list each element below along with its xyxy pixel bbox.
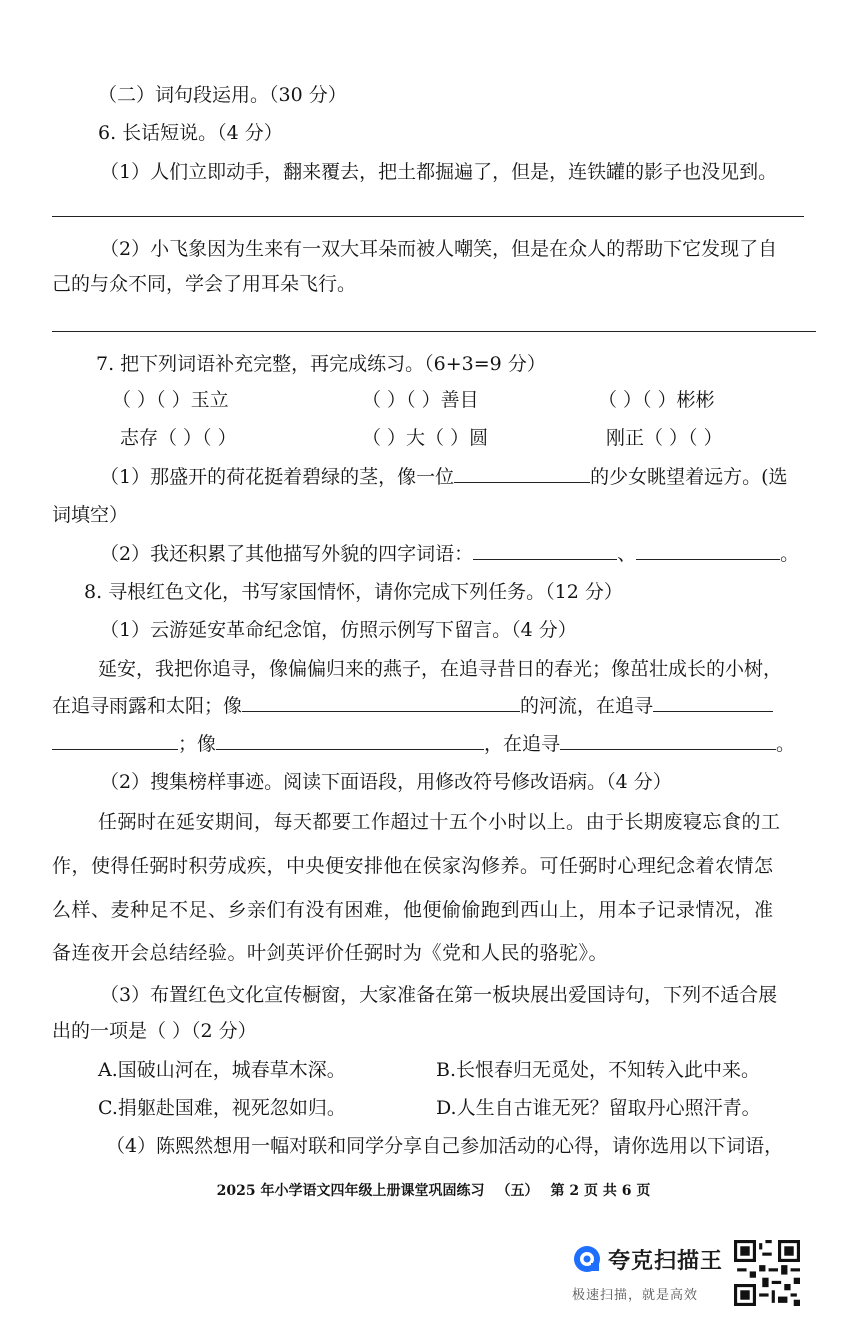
question-6-item-2-line-2: 己的与众不同，学会了用耳朵飞行。: [52, 273, 357, 295]
question-6-item-1: （1）人们立即动手，翻来覆去，把土都掘遍了，但是，连铁罐的影子也没见到。: [100, 161, 778, 183]
answer-line[interactable]: [52, 331, 816, 332]
quark-logo-icon: [572, 1244, 602, 1274]
option-d[interactable]: D.人生自古谁无死？留取丹心照汗青。: [436, 1097, 761, 1119]
idiom-blank[interactable]: 刚正（ ）（ ）: [606, 427, 723, 449]
option-c[interactable]: C.捐躯赴国难，视死忽如归。: [98, 1097, 346, 1119]
idiom-blank[interactable]: （ ）大（ ）圆: [362, 427, 489, 449]
idiom-blank[interactable]: 志存（ ）（ ）: [120, 427, 237, 449]
fill-blank[interactable]: [473, 541, 617, 560]
question-8-sub-1-line-3: ；像 ，在追寻 。: [52, 731, 795, 757]
idiom-blank[interactable]: （ ）（ ）彬彬: [598, 389, 715, 411]
idiom-blank[interactable]: （ ）（ ）善目: [362, 389, 479, 411]
qr-code-icon[interactable]: [734, 1240, 800, 1306]
passage-line: 任弼时在延安期间，每天都要工作超过十五个小时以上。由于长期废寝忘食的工: [98, 811, 781, 833]
passage-line: 备连夜开会总结经验。叶剑英评价任弼时为《党和人民的骆驼》。: [52, 942, 609, 964]
brand-slogan: 极速扫描，就是高效: [572, 1288, 699, 1303]
question-7-sub-1-line-2: 词填空）: [52, 504, 129, 526]
section-title: （二）词句段运用。（30 分）: [98, 84, 347, 106]
question-7-sub-2: （2）我还积累了其他描写外貌的四字词语： 、 。: [100, 543, 800, 565]
footer-title: 2025 年小学语文四年级上册课堂巩固练习: [216, 1183, 485, 1199]
question-8-sub-1-title: （1）云游延安革命纪念馆，仿照示例写下留言。（4 分）: [100, 619, 577, 641]
passage-line: 作，使得任弼时积劳成疾，中央便安排他在侯家沟修养。可任弼时心理纪念着农情怎: [52, 855, 774, 877]
question-8-sub-3-line-1: （3）布置红色文化宣传橱窗，大家准备在第一板块展出爱国诗句，下列不适合展: [100, 984, 778, 1006]
fill-blank[interactable]: [52, 731, 178, 750]
fill-blank[interactable]: [242, 693, 520, 712]
page-footer: [0, 1180, 867, 1200]
fill-blank[interactable]: [653, 693, 773, 712]
footer-volume: （五）: [496, 1183, 539, 1199]
fill-blank[interactable]: [636, 541, 780, 560]
question-8-title: 8. 寻根红色文化，书写家国情怀，请你完成下列任务。（12 分）: [84, 581, 623, 603]
brand-name: 夸克扫描王: [608, 1249, 724, 1274]
passage-line: 么样、麦种足不足、乡亲们有没有困难，他便偷偷跑到西山上，用本子记录情况，准: [52, 899, 774, 921]
option-a[interactable]: A.国破山河在，城春草木深。: [98, 1059, 346, 1081]
question-6-title: 6. 长话短说。（4 分）: [98, 122, 283, 144]
question-8-sub-1-line-2: 在追寻雨露和太阳；像 的河流，在追寻: [52, 693, 773, 719]
question-8-sub-3-line-2: 出的一项是（ ）（2 分）: [52, 1020, 257, 1042]
fill-blank[interactable]: [216, 731, 484, 750]
scanner-watermark: [572, 1240, 732, 1310]
footer-page-number: 第 2 页 共 6 页: [550, 1183, 651, 1199]
fill-blank[interactable]: [454, 464, 590, 483]
question-7-title: 7. 把下列词语补充完整，再完成练习。（6+3=9 分）: [96, 353, 546, 375]
question-8-sub-2-title: （2）搜集榜样事迹。阅读下面语段，用修改符号修改语病。（4 分）: [100, 771, 672, 793]
answer-line[interactable]: [52, 216, 804, 217]
question-6-item-2-line-1: （2）小飞象因为生来有一双大耳朵而被人嘲笑，但是在众人的帮助下它发现了自: [100, 238, 778, 260]
option-b[interactable]: B.长恨春归无觅处，不知转入此中来。: [436, 1059, 761, 1081]
idiom-blank[interactable]: （ ）（ ）玉立: [112, 389, 229, 411]
fill-blank[interactable]: [560, 731, 776, 750]
question-7-sub-1: （1）那盛开的荷花挺着碧绿的茎，像一位 的少女眺望着远方。(选: [100, 466, 788, 488]
question-8-sub-4-line-1: （4）陈熙然想用一幅对联和同学分享自己参加活动的心得，请你选用以下词语，: [106, 1135, 784, 1157]
question-8-sub-1-line-1: 延安，我把你追寻，像偏偏归来的燕子，在追寻昔日的春光；像茁壮成长的小树，: [98, 658, 783, 680]
